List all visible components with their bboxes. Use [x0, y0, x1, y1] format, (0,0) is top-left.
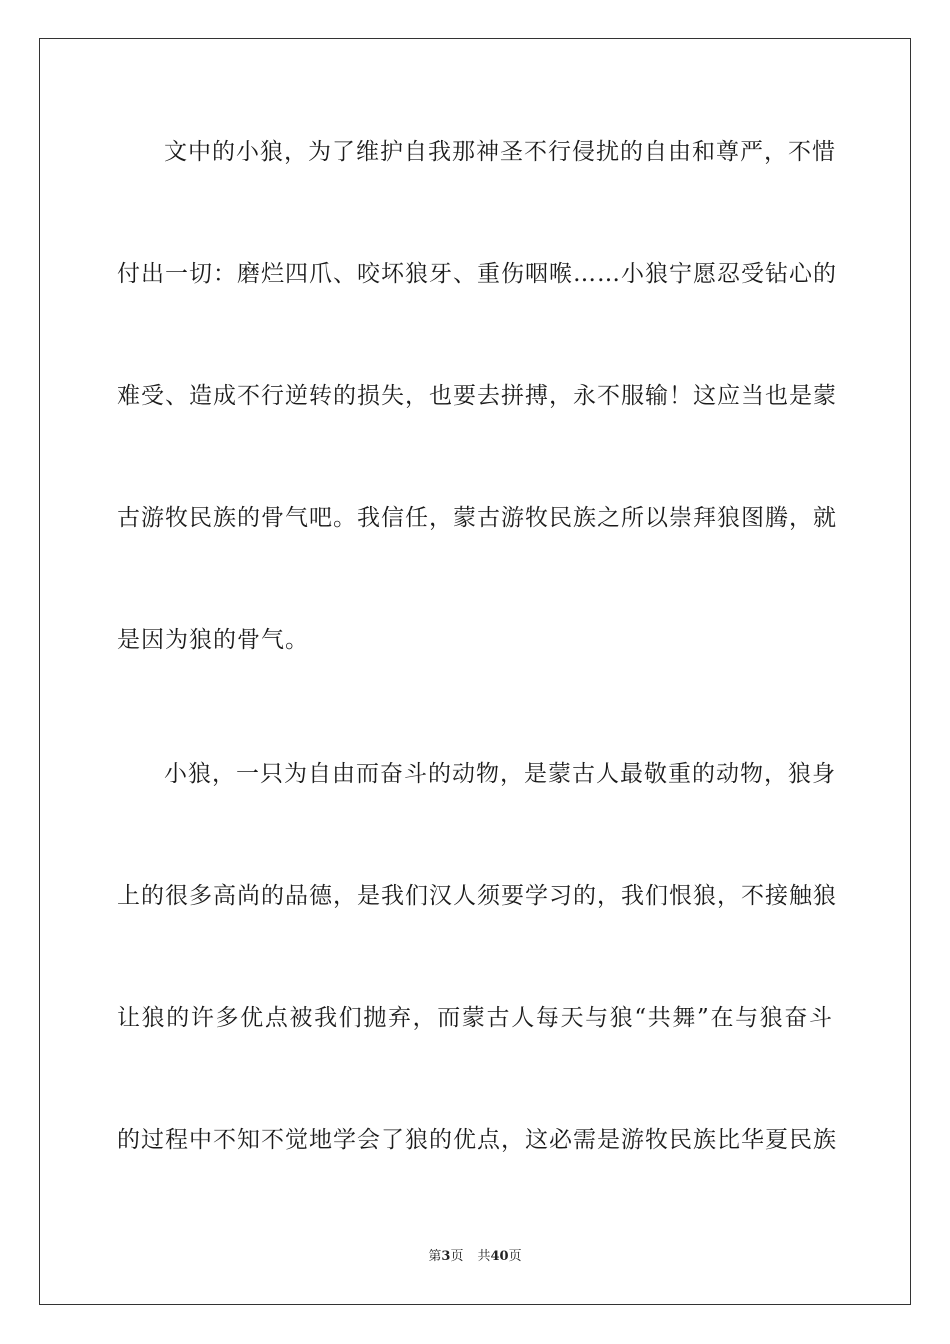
paragraph-1-line-3: 难受、造成不行逆转的损失，也要去拼搏，永不服输！这应当也是蒙	[117, 383, 837, 409]
paragraph-1-line-4: 古游牧民族的骨气吧。我信任，蒙古游牧民族之所以崇拜狼图腾，就	[117, 505, 837, 531]
paragraph-2-line-2: 上的很多高尚的品德，是我们汉人须要学习的，我们恨狼，不接触狼	[117, 883, 837, 909]
paragraph-2-line-3: 让狼的许多优点被我们抛弃，而蒙古人每天与狼“共舞”在与狼奋斗	[117, 1005, 833, 1031]
page-footer	[0, 1248, 950, 1266]
footer-total-prefix: 共	[477, 1249, 491, 1264]
footer-page-suffix: 页	[450, 1249, 464, 1264]
footer-page-prefix: 第	[428, 1249, 442, 1264]
footer-total-pages: 40	[490, 1249, 509, 1264]
paragraph-2-line-4: 的过程中不知不觉地学会了狼的优点，这必需是游牧民族比华夏民族	[117, 1127, 837, 1153]
paragraph-1-line-1: 文中的小狼，为了维护自我那神圣不行侵扰的自由和尊严，不惜	[164, 139, 836, 165]
page-border	[39, 38, 911, 1305]
paragraph-1-line-2: 付出一切：磨烂四爪、咬坏狼牙、重伤咽喉……小狼宁愿忍受钻心的	[117, 261, 837, 287]
footer-total-suffix: 页	[508, 1249, 522, 1264]
paragraph-1-line-5: 是因为狼的骨气。	[117, 627, 309, 653]
paragraph-2-line-1: 小狼，一只为自由而奋斗的动物，是蒙古人最敬重的动物，狼身	[164, 761, 836, 787]
footer-page-number: 3	[441, 1249, 451, 1264]
